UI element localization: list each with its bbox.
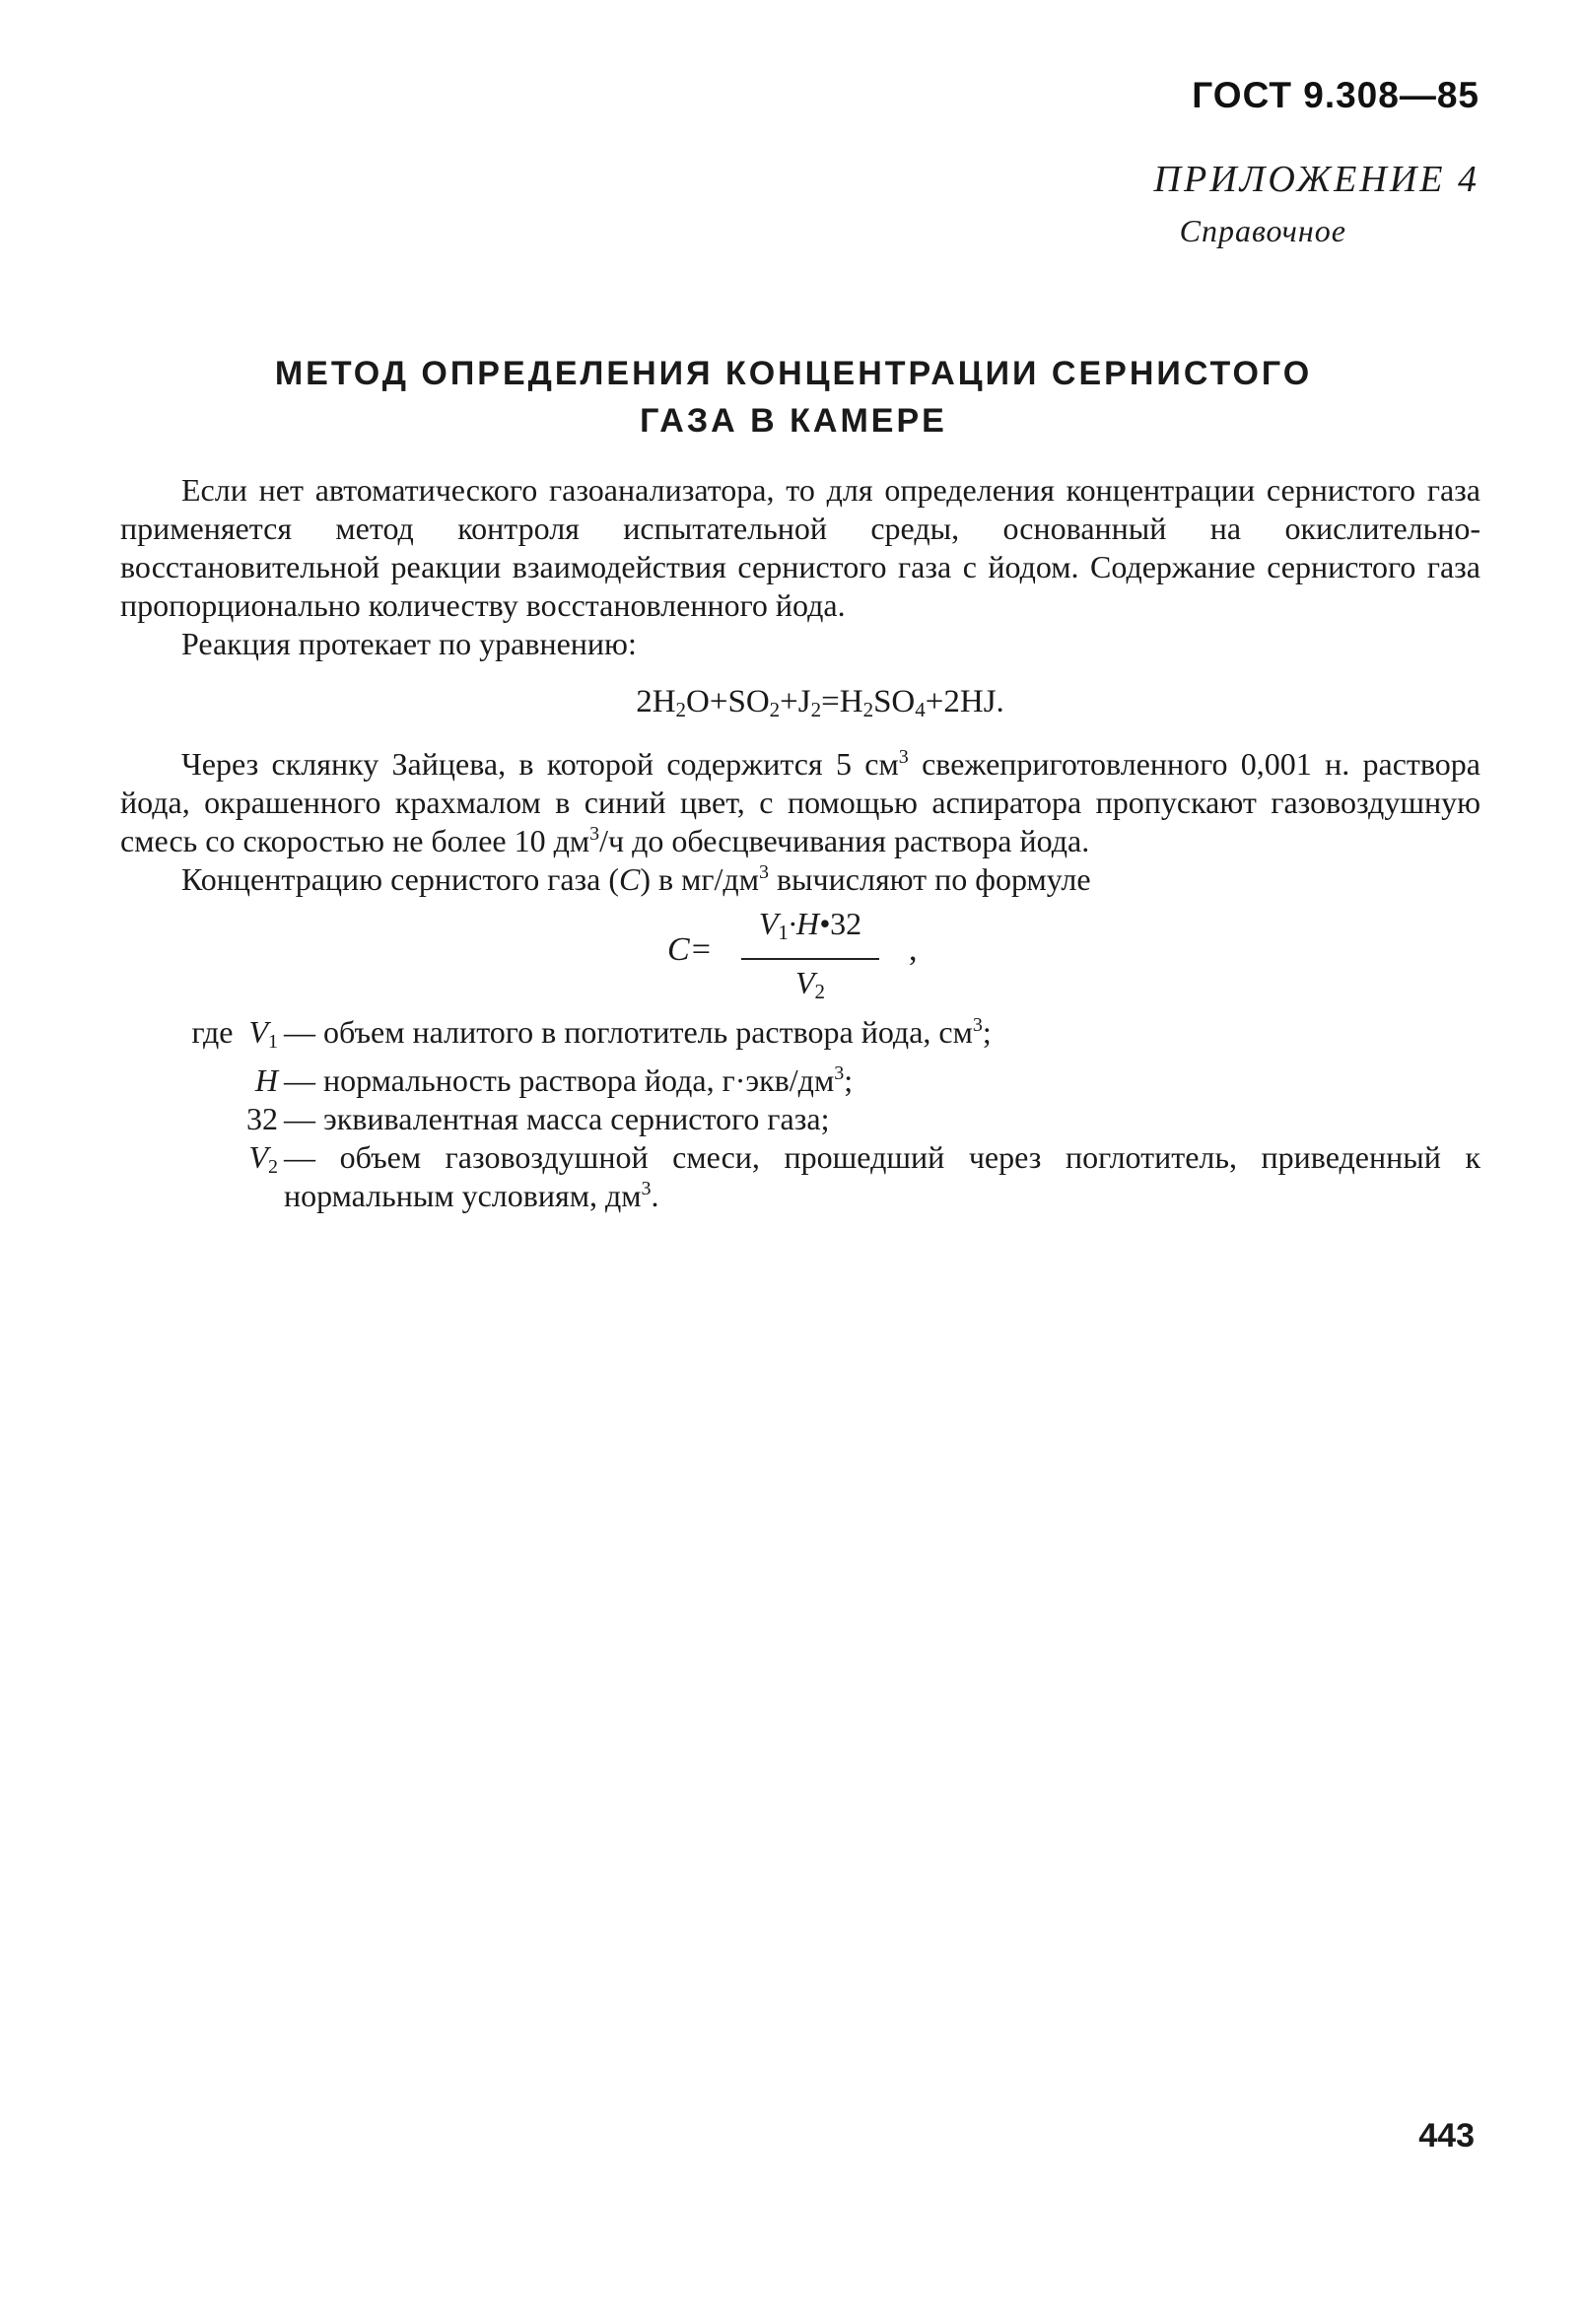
appendix-type: Справочное (1179, 213, 1346, 248)
title-line-2: ГАЗА В КАМЕРЕ (640, 402, 947, 440)
paragraph-procedure: Через склянку Зайцева, в которой содержится 5 $см^3$ свежеприготовленного 0,001 н. раствора йода, окрашенного крахмалом в синий цвет, с помощью аспиратора пропускают газовоздушную смесь со скоростью не более 10 $дм^3/ч$ до обесцвечивания раствора йода. (120, 746, 1481, 858)
document-title (177, 350, 1410, 444)
definition-row (120, 1061, 1480, 1100)
definition-symbol: 32 (246, 1101, 278, 1136)
definition-text: — объем газовоздушной смеси, прошедший через поглотитель, приведенный к нормальным условиям, $дм^3$. (284, 1139, 1480, 1213)
definition-text: — эквивалентная масса сернистого газа; (284, 1101, 830, 1136)
concentration-formula (120, 905, 1480, 1009)
definition-text: — объем налитого в поглотитель раствора йода, $см^3$; (284, 1014, 992, 1050)
definition-text: — нормальность раствора йода, $г\cdot экв/дм^3$; (284, 1062, 854, 1098)
definitions-intro: где (191, 1014, 234, 1050)
paragraph-intro: Если нет автоматического газоанализатора, то для определения концентрации сернистого газа применяется метод контроля испытательной среды, основанный на окислительно-восстановительной реакции взаимодействия сернистого газа с йодом. Содержание сернистого газа пропорционально количеству восстановленного йода. (120, 472, 1480, 623)
page-number: 443 (1418, 2117, 1475, 2154)
title-line-1: МЕТОД ОПРЕДЕЛЕНИЯ КОНЦЕНТРАЦИИ СЕРНИСТОГО (274, 355, 1313, 392)
formula-lhs: C= (667, 931, 713, 968)
paragraph-formula-intro: Концентрацию сернистого газа (C) в $мг/дм^3$ вычисляют по формуле (181, 861, 1091, 897)
reaction-equation: $2H_2O+SO_2+J_2=H_2SO_4+2HJ$. (636, 684, 1004, 721)
definition-row (120, 1013, 1480, 1061)
fraction-bar (741, 958, 879, 960)
definition-symbol: $V_2$ (248, 1139, 278, 1178)
document-body (120, 471, 1480, 1215)
gost-code: ГОСТ 9.308—85 (1192, 75, 1480, 115)
formula-numerator: $V_1\cdot H•32$ (758, 906, 862, 944)
appendix-label: ПРИЛОЖЕНИЕ 4 (1153, 159, 1480, 200)
formula-comma: , (909, 931, 918, 968)
definition-row (120, 1138, 1480, 1215)
formula-fraction (741, 905, 879, 1011)
definition-symbol: H (254, 1062, 278, 1098)
definition-symbol: $V_1$ (248, 1014, 278, 1053)
formula-denominator: $V_2$ (794, 965, 826, 1003)
definition-row (120, 1100, 1480, 1138)
variable-definitions (120, 1013, 1480, 1215)
paragraph-reaction-intro: Реакция протекает по уравнению: (181, 626, 637, 661)
